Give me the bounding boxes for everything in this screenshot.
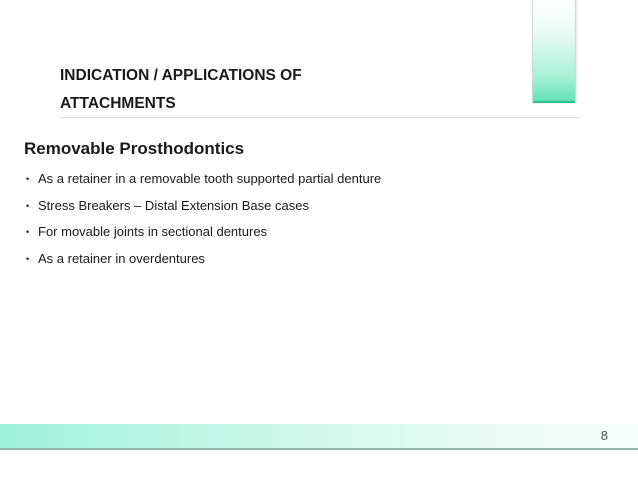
- list-item: [24, 168, 381, 195]
- page-number: 8: [600, 428, 608, 443]
- list-item-text: As a retainer in overdentures: [38, 250, 205, 266]
- list-item-text: As a retainer in a removable tooth supported partial denture: [38, 171, 382, 186]
- list-item-text: For movable joints in sectional dentures: [38, 224, 268, 239]
- bullet-icon: •: [26, 227, 30, 237]
- footer-band: [0, 424, 638, 448]
- list-item: [24, 248, 381, 275]
- bullet-icon: •: [26, 253, 30, 264]
- list-item: [24, 195, 381, 222]
- slide-title: [60, 62, 480, 118]
- bullet-list: [24, 168, 381, 274]
- bullet-icon: •: [26, 174, 30, 184]
- slide-title-line-2: ATTACHMENTS: [60, 95, 176, 112]
- decorative-accent-bar: [532, 0, 576, 103]
- list-item-text: Stress Breakers – Distal Extension Base cases: [38, 197, 309, 213]
- footer-divider: [0, 448, 638, 450]
- bullet-icon: •: [26, 200, 30, 211]
- section-heading: Removable Prosthodontics: [24, 139, 245, 158]
- title-divider: [60, 117, 580, 118]
- list-item: [24, 221, 381, 248]
- slide-title-line-1: INDICATION / APPLICATIONS OF: [60, 67, 302, 84]
